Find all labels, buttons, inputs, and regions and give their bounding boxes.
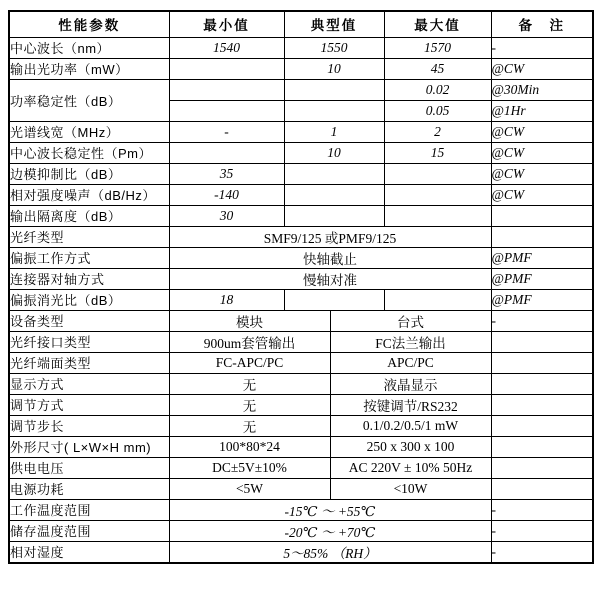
spec-table-body	[9, 37, 593, 563]
cell-desktop-variant: FC法兰输出	[330, 331, 491, 352]
cell-typ	[284, 289, 384, 310]
row-label: 光谱线宽（MHz）	[9, 121, 169, 142]
cell-note: @1Hr	[491, 100, 593, 121]
cell-note: @CW	[491, 58, 593, 79]
cell-note: -	[491, 37, 593, 58]
table-row	[9, 457, 593, 478]
cell-note	[491, 205, 593, 226]
cell-desktop-variant: 按键调节/RS232	[330, 394, 491, 415]
row-label: 外形尺寸( L×W×H mm)	[9, 436, 169, 457]
cell-desktop-variant: APC/PC	[330, 352, 491, 373]
row-label: 光纤类型	[9, 226, 169, 247]
spec-table	[8, 10, 594, 564]
cell-desktop-variant: 250 x 300 x 100	[330, 436, 491, 457]
row-label: 电源功耗	[9, 478, 169, 499]
table-row	[9, 499, 593, 520]
cell-note: @PMF	[491, 289, 593, 310]
table-row	[9, 37, 593, 58]
cell-note	[491, 352, 593, 373]
cell-span-value: 快轴截止	[169, 247, 491, 268]
cell-desktop-variant: <10W	[330, 478, 491, 499]
cell-typ	[284, 184, 384, 205]
table-row	[9, 541, 593, 563]
table-row	[9, 268, 593, 289]
table-row	[9, 520, 593, 541]
header-typical: 典型值	[284, 11, 384, 37]
cell-note: -	[491, 541, 593, 563]
table-row	[9, 205, 593, 226]
cell-note: -	[491, 499, 593, 520]
cell-min	[169, 100, 284, 121]
cell-note: @CW	[491, 121, 593, 142]
table-row	[9, 478, 593, 499]
header-remark: 备 注	[491, 11, 593, 37]
cell-max	[384, 163, 491, 184]
cell-typ: 1	[284, 121, 384, 142]
cell-min: 1540	[169, 37, 284, 58]
cell-typ: 1550	[284, 37, 384, 58]
table-row	[9, 142, 593, 163]
table-row	[9, 121, 593, 142]
row-label: 工作温度范围	[9, 499, 169, 520]
cell-typ	[284, 205, 384, 226]
row-label: 连接器对轴方式	[9, 268, 169, 289]
cell-note: @30Min	[491, 79, 593, 100]
cell-min	[169, 79, 284, 100]
row-label: 输出光功率（mW）	[9, 58, 169, 79]
row-label: 调节方式	[9, 394, 169, 415]
header-row	[9, 11, 593, 37]
header-max: 最大值	[384, 11, 491, 37]
cell-min: 18	[169, 289, 284, 310]
row-label: 中心波长稳定性（Pm）	[9, 142, 169, 163]
cell-note: @PMF	[491, 268, 593, 289]
cell-module-variant: 无	[169, 394, 330, 415]
cell-min	[169, 142, 284, 163]
cell-span-value: 5～85% （RH）	[169, 541, 491, 563]
cell-span-value: -20℃ ～ +70℃	[169, 520, 491, 541]
table-row	[9, 289, 593, 310]
cell-note	[491, 331, 593, 352]
table-row	[9, 58, 593, 79]
table-row	[9, 310, 593, 331]
cell-note	[491, 436, 593, 457]
cell-desktop-variant: 台式	[330, 310, 491, 331]
cell-note	[491, 394, 593, 415]
cell-max: 0.05	[384, 100, 491, 121]
table-row	[9, 436, 593, 457]
header-min: 最小值	[169, 11, 284, 37]
table-row	[9, 184, 593, 205]
cell-min: -140	[169, 184, 284, 205]
cell-span-value: 慢轴对准	[169, 268, 491, 289]
row-label: 显示方式	[9, 373, 169, 394]
cell-module-variant: <5W	[169, 478, 330, 499]
cell-desktop-variant: AC 220V ± 10% 50Hz	[330, 457, 491, 478]
cell-max: 45	[384, 58, 491, 79]
row-label: 中心波长（nm）	[9, 37, 169, 58]
cell-max: 1570	[384, 37, 491, 58]
table-row	[9, 394, 593, 415]
row-label: 储存温度范围	[9, 520, 169, 541]
table-row	[9, 79, 593, 100]
cell-max	[384, 205, 491, 226]
cell-span-value: -15℃ ～ +55℃	[169, 499, 491, 520]
cell-max	[384, 184, 491, 205]
cell-max: 0.02	[384, 79, 491, 100]
cell-module-variant: FC-APC/PC	[169, 352, 330, 373]
table-row	[9, 373, 593, 394]
row-label: 调节步长	[9, 415, 169, 436]
cell-typ	[284, 79, 384, 100]
table-row	[9, 415, 593, 436]
cell-max: 2	[384, 121, 491, 142]
cell-note	[491, 226, 593, 247]
cell-note	[491, 373, 593, 394]
row-label: 偏振工作方式	[9, 247, 169, 268]
table-row	[9, 226, 593, 247]
cell-note: @CW	[491, 184, 593, 205]
cell-module-variant: 900um套管输出	[169, 331, 330, 352]
cell-note: -	[491, 310, 593, 331]
cell-module-variant: DC±5V±10%	[169, 457, 330, 478]
cell-module-variant: 无	[169, 373, 330, 394]
cell-span-value: SMF9/125 或PMF9/125	[169, 226, 491, 247]
cell-note	[491, 478, 593, 499]
row-label: 光纤接口类型	[9, 331, 169, 352]
table-row	[9, 163, 593, 184]
cell-max	[384, 289, 491, 310]
cell-module-variant: 模块	[169, 310, 330, 331]
row-label: 功率稳定性（dB）	[9, 79, 169, 121]
row-label: 边模抑制比（dB）	[9, 163, 169, 184]
row-label: 输出隔离度（dB）	[9, 205, 169, 226]
cell-note: @CW	[491, 163, 593, 184]
row-label: 供电电压	[9, 457, 169, 478]
cell-module-variant: 无	[169, 415, 330, 436]
cell-note: -	[491, 520, 593, 541]
header-parameter: 性能参数	[9, 11, 169, 37]
cell-note: @PMF	[491, 247, 593, 268]
cell-typ	[284, 163, 384, 184]
cell-min: 30	[169, 205, 284, 226]
row-label: 光纤端面类型	[9, 352, 169, 373]
cell-module-variant: 100*80*24	[169, 436, 330, 457]
cell-min: 35	[169, 163, 284, 184]
cell-typ: 10	[284, 58, 384, 79]
cell-desktop-variant: 0.1/0.2/0.5/1 mW	[330, 415, 491, 436]
row-label: 偏振消光比（dB）	[9, 289, 169, 310]
table-row	[9, 331, 593, 352]
cell-note: @CW	[491, 142, 593, 163]
cell-desktop-variant: 液晶显示	[330, 373, 491, 394]
row-label: 相对湿度	[9, 541, 169, 563]
cell-max: 15	[384, 142, 491, 163]
cell-note	[491, 457, 593, 478]
cell-min: -	[169, 121, 284, 142]
cell-typ	[284, 100, 384, 121]
table-row	[9, 352, 593, 373]
table-row	[9, 247, 593, 268]
row-label: 相对强度噪声（dB/Hz）	[9, 184, 169, 205]
cell-note	[491, 415, 593, 436]
row-label: 设备类型	[9, 310, 169, 331]
cell-typ: 10	[284, 142, 384, 163]
cell-min	[169, 58, 284, 79]
